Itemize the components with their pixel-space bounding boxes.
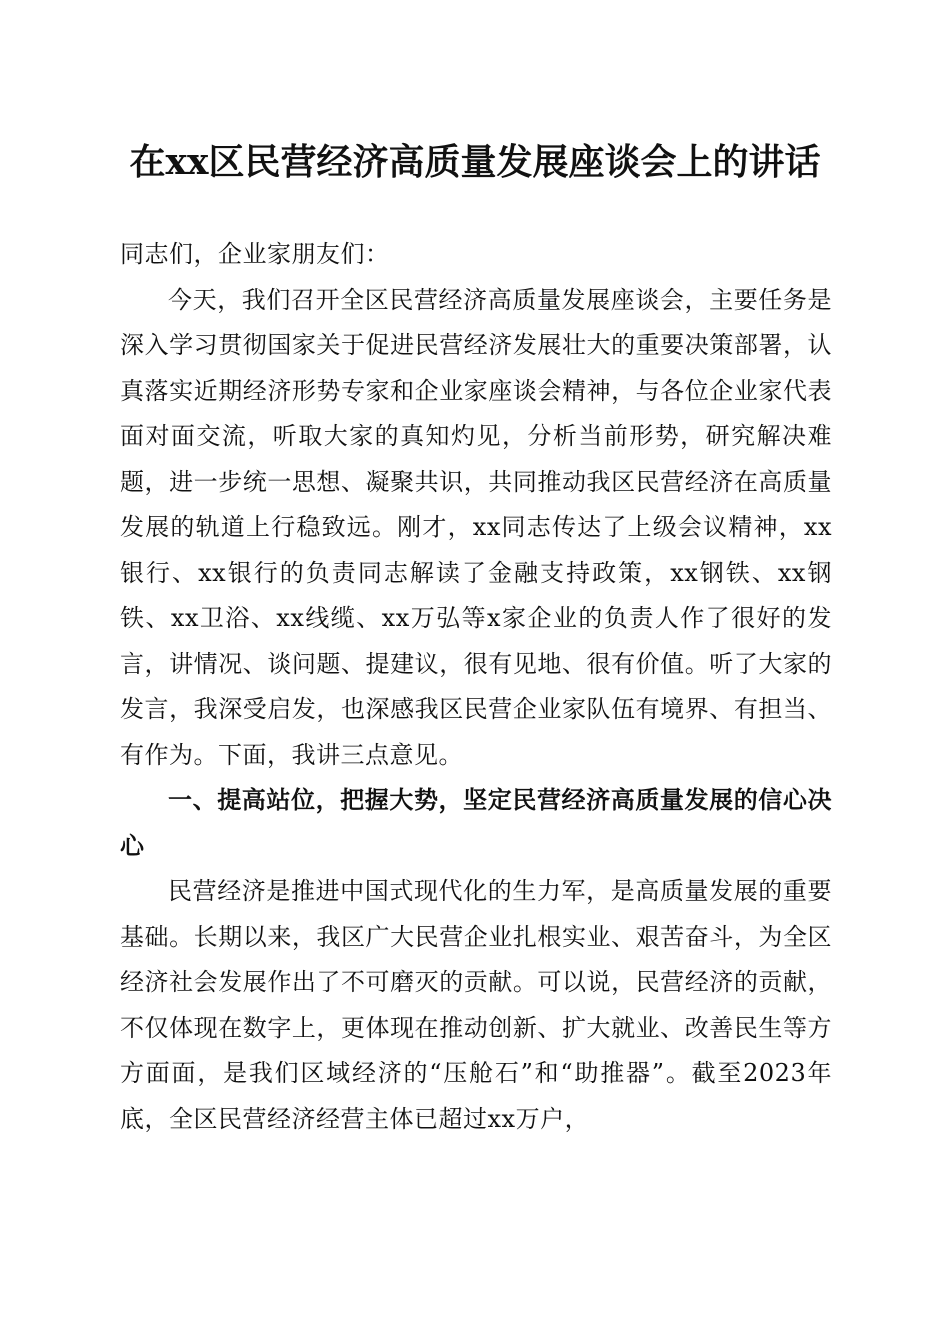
section-heading-1: 一、提高站位，把握大势，坚定民营经济高质量发展的信心决心 — [120, 786, 832, 860]
paragraph-opening: 今天，我们召开全区民营经济高质量发展座谈会，主要任务是深入学习贯彻国家关于促进民营经济发展壮大的重要决策部署，认真落实近期经济形势专家和企业家座谈会精神，与各位企业家代表面对面交流，听取大家的真知灼见，分析当前形势，研究解决难题，进一步统一思想、凝聚共识，共同推动我区民营经济在高质量发展的轨道上行稳致远。刚才，xx同志传达了上级会议精神，xx银行、xx银行的负责同志解读了金融支持政策，xx钢铁、xx钢铁、xx卫浴、xx线缆、xx万弘等x家企业的负责人作了很好的发言，讲情况、谈问题、提建议，很有见地、很有价值。听了大家的发言，我深受启发，也深感我区民营企业家队伍有境界、有担当、有作为。下面，我讲三点意见。 — [120, 285, 832, 769]
paragraph-section-1: 民营经济是推进中国式现代化的生力军，是高质量发展的重要基础。长期以来，我区广大民营企业扎根实业、艰苦奋斗，为全区经济社会发展作出了不可磨灭的贡献。可以说，民营经济的贡献，不仅体现在数字上，更体现在推动创新、扩大就业、改善民生等方方面面，是我们区域经济的“压舱石”和“助推器”。截至2023年底，全区民营经济经营主体已超过xx万户， — [120, 877, 832, 1133]
salutation: 同志们，企业家朋友们： — [120, 240, 390, 268]
document-title: 在xx区民营经济高质量发展座谈会上的讲话 — [129, 141, 821, 183]
document-body — [120, 232, 832, 1142]
